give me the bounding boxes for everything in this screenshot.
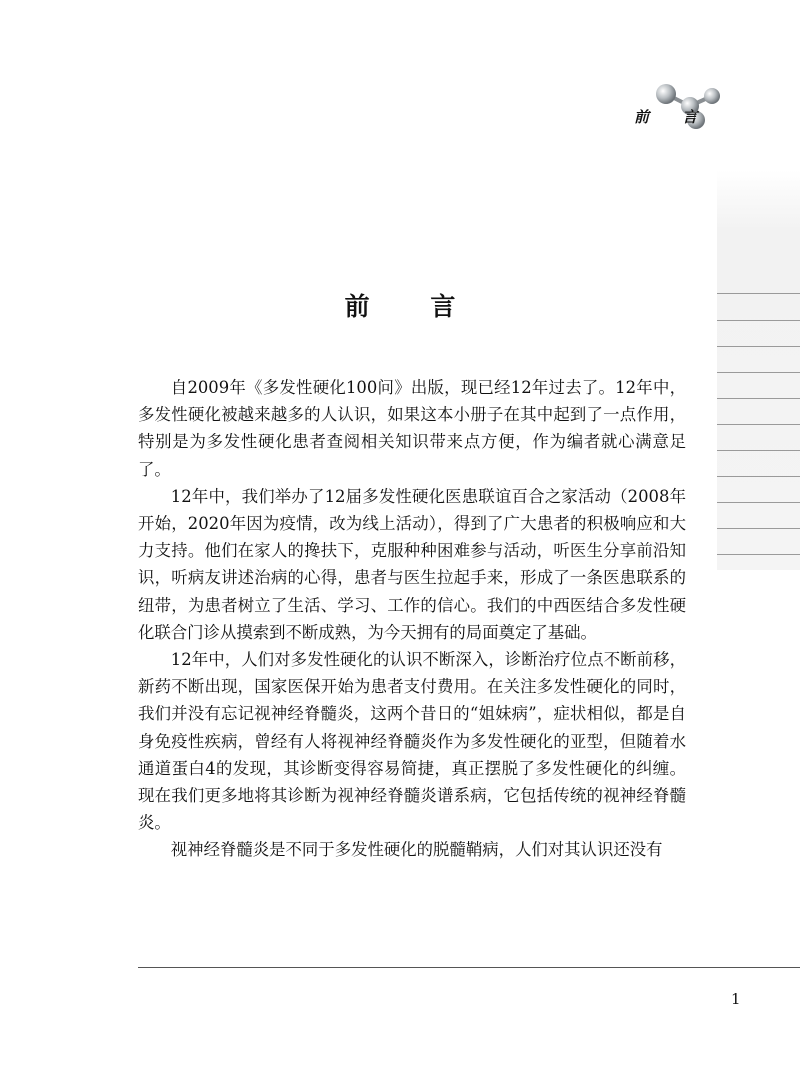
side-rule (717, 450, 800, 451)
paragraph: 视神经脊髓炎是不同于多发性硬化的脱髓鞘病，人们对其认识还没有 (170, 840, 663, 860)
side-rule (717, 476, 800, 477)
footer-rule (138, 967, 800, 968)
paragraph: 12年中，我们举办了12届多发性硬化医患联谊百合之家活动（2008年开始，2020年因为疫情，改为线上活动），得到了广大患者的积极响应和大力支持。他们在家人的搀扶下，克服种种困难参与活动，听医生分享前沿知识，听病友讲述治病的心得，患者与医生拉起手来，形成了一条医患联系的纽带，为患者树立了生活、学习、工作的信心。我们的中西医结合多发性硬化联合门诊从摸索到不断成熟，为今天拥有的局面奠定了基础。 (138, 486, 686, 642)
side-rule (717, 424, 800, 425)
paragraph: 自2009年《多发性硬化100问》出版，现已经12年过去了。12年中，多发性硬化被越来越多的人认识，如果这本小册子在其中起到了一点作用，特别是为多发性硬化患者查阅相关知识带来点方便，作为编者就心满意足了。 (138, 378, 686, 479)
side-decoration (717, 170, 800, 570)
side-rule (717, 346, 800, 347)
side-rule (717, 554, 800, 555)
running-head: 前 言 (634, 108, 712, 126)
page-title: 前 言 (344, 291, 482, 321)
side-rule (717, 502, 800, 503)
paragraph: 12年中，人们对多发性硬化的认识不断深入，诊断治疗位点不断前移，新药不断出现，国家医保开始为患者支付费用。在关注多发性硬化的同时，我们并没有忘记视神经脊髓炎，这两个昔日的“姐妹病”，症状相似，都是自身免疫性疾病，曾经有人将视神经脊髓炎作为多发性硬化的亚型，但随着水通道蛋白4的发现，其诊断变得容易简捷，真正摆脱了多发性硬化的纠缠。现在我们更多地将其诊断为视神经脊髓炎谱系病，它包括传统的视神经脊髓炎。 (138, 650, 686, 833)
side-rule (717, 372, 800, 373)
side-rule (717, 398, 800, 399)
page-number: 1 (731, 990, 741, 1008)
side-rule (717, 528, 800, 529)
body-text (138, 374, 686, 864)
